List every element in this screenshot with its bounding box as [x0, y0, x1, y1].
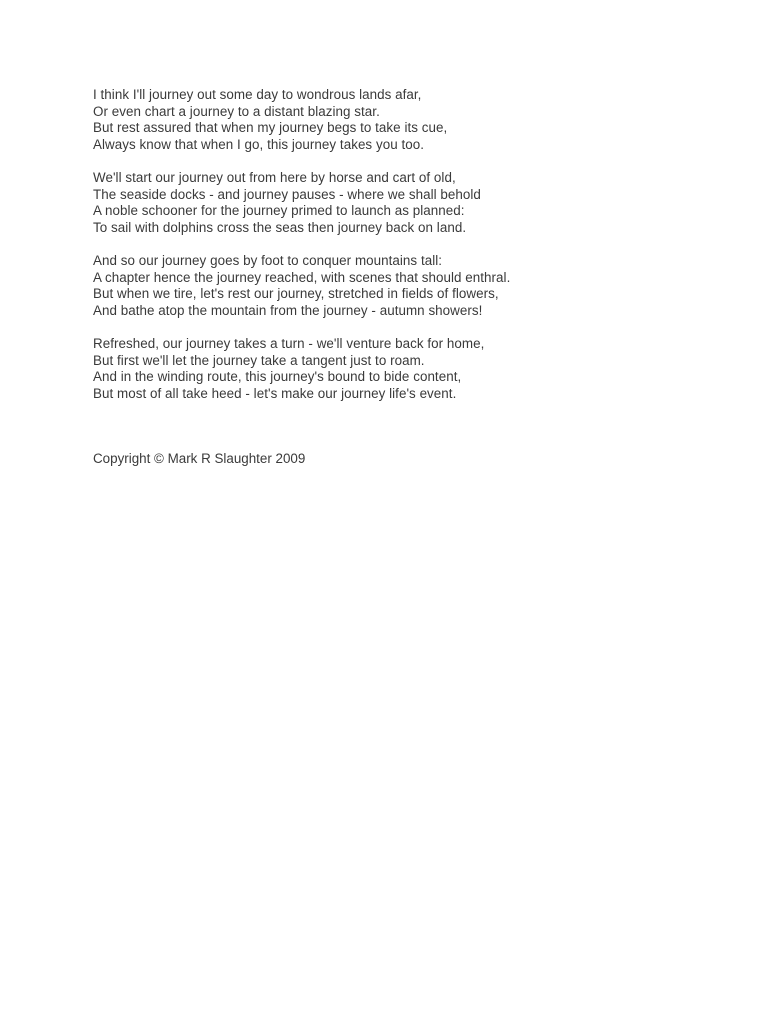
poem-stanza-3	[93, 253, 713, 319]
copyright-notice: Copyright © Mark R Slaughter 2009	[93, 451, 306, 466]
poem-line: To sail with dolphins cross the seas then journey back on land.	[93, 219, 467, 235]
poem-stanza-1	[93, 87, 713, 153]
poem-line: I think I'll journey out some day to wondrous lands afar,	[93, 87, 422, 102]
poem-line: Or even chart a journey to a distant blazing star.	[93, 103, 380, 119]
poem-line: Refreshed, our journey takes a turn - we'll venture back for home,	[93, 335, 485, 351]
poem-line: And bathe atop the mountain from the journey - autumn showers!	[93, 302, 483, 318]
poem-line: And in the winding route, this journey's bound to bide content,	[93, 369, 462, 385]
poem-stanza-4	[93, 336, 713, 402]
poem-line: But first we'll let the journey take a tangent just to roam.	[93, 352, 425, 368]
poem-body	[93, 87, 713, 419]
poem-line: But when we tire, let's rest our journey, stretched in fields of flowers,	[93, 286, 499, 302]
poem-stanza-2	[93, 170, 713, 236]
poem-line: And so our journey goes by foot to conquer mountains tall:	[93, 252, 443, 268]
poem-line: A chapter hence the journey reached, with scenes that should enthral.	[93, 269, 511, 285]
poem-line: A noble schooner for the journey primed to launch as planned:	[93, 203, 465, 219]
poem-line: But rest assured that when my journey begs to take its cue,	[93, 120, 448, 136]
poem-line: But most of all take heed - let's make our journey life's event.	[93, 385, 457, 401]
poem-line: Always know that when I go, this journey takes you too.	[93, 136, 424, 152]
poem-line: The seaside docks - and journey pauses - where we shall behold	[93, 186, 481, 202]
poem-line: We'll start our journey out from here by horse and cart of old,	[93, 169, 456, 185]
